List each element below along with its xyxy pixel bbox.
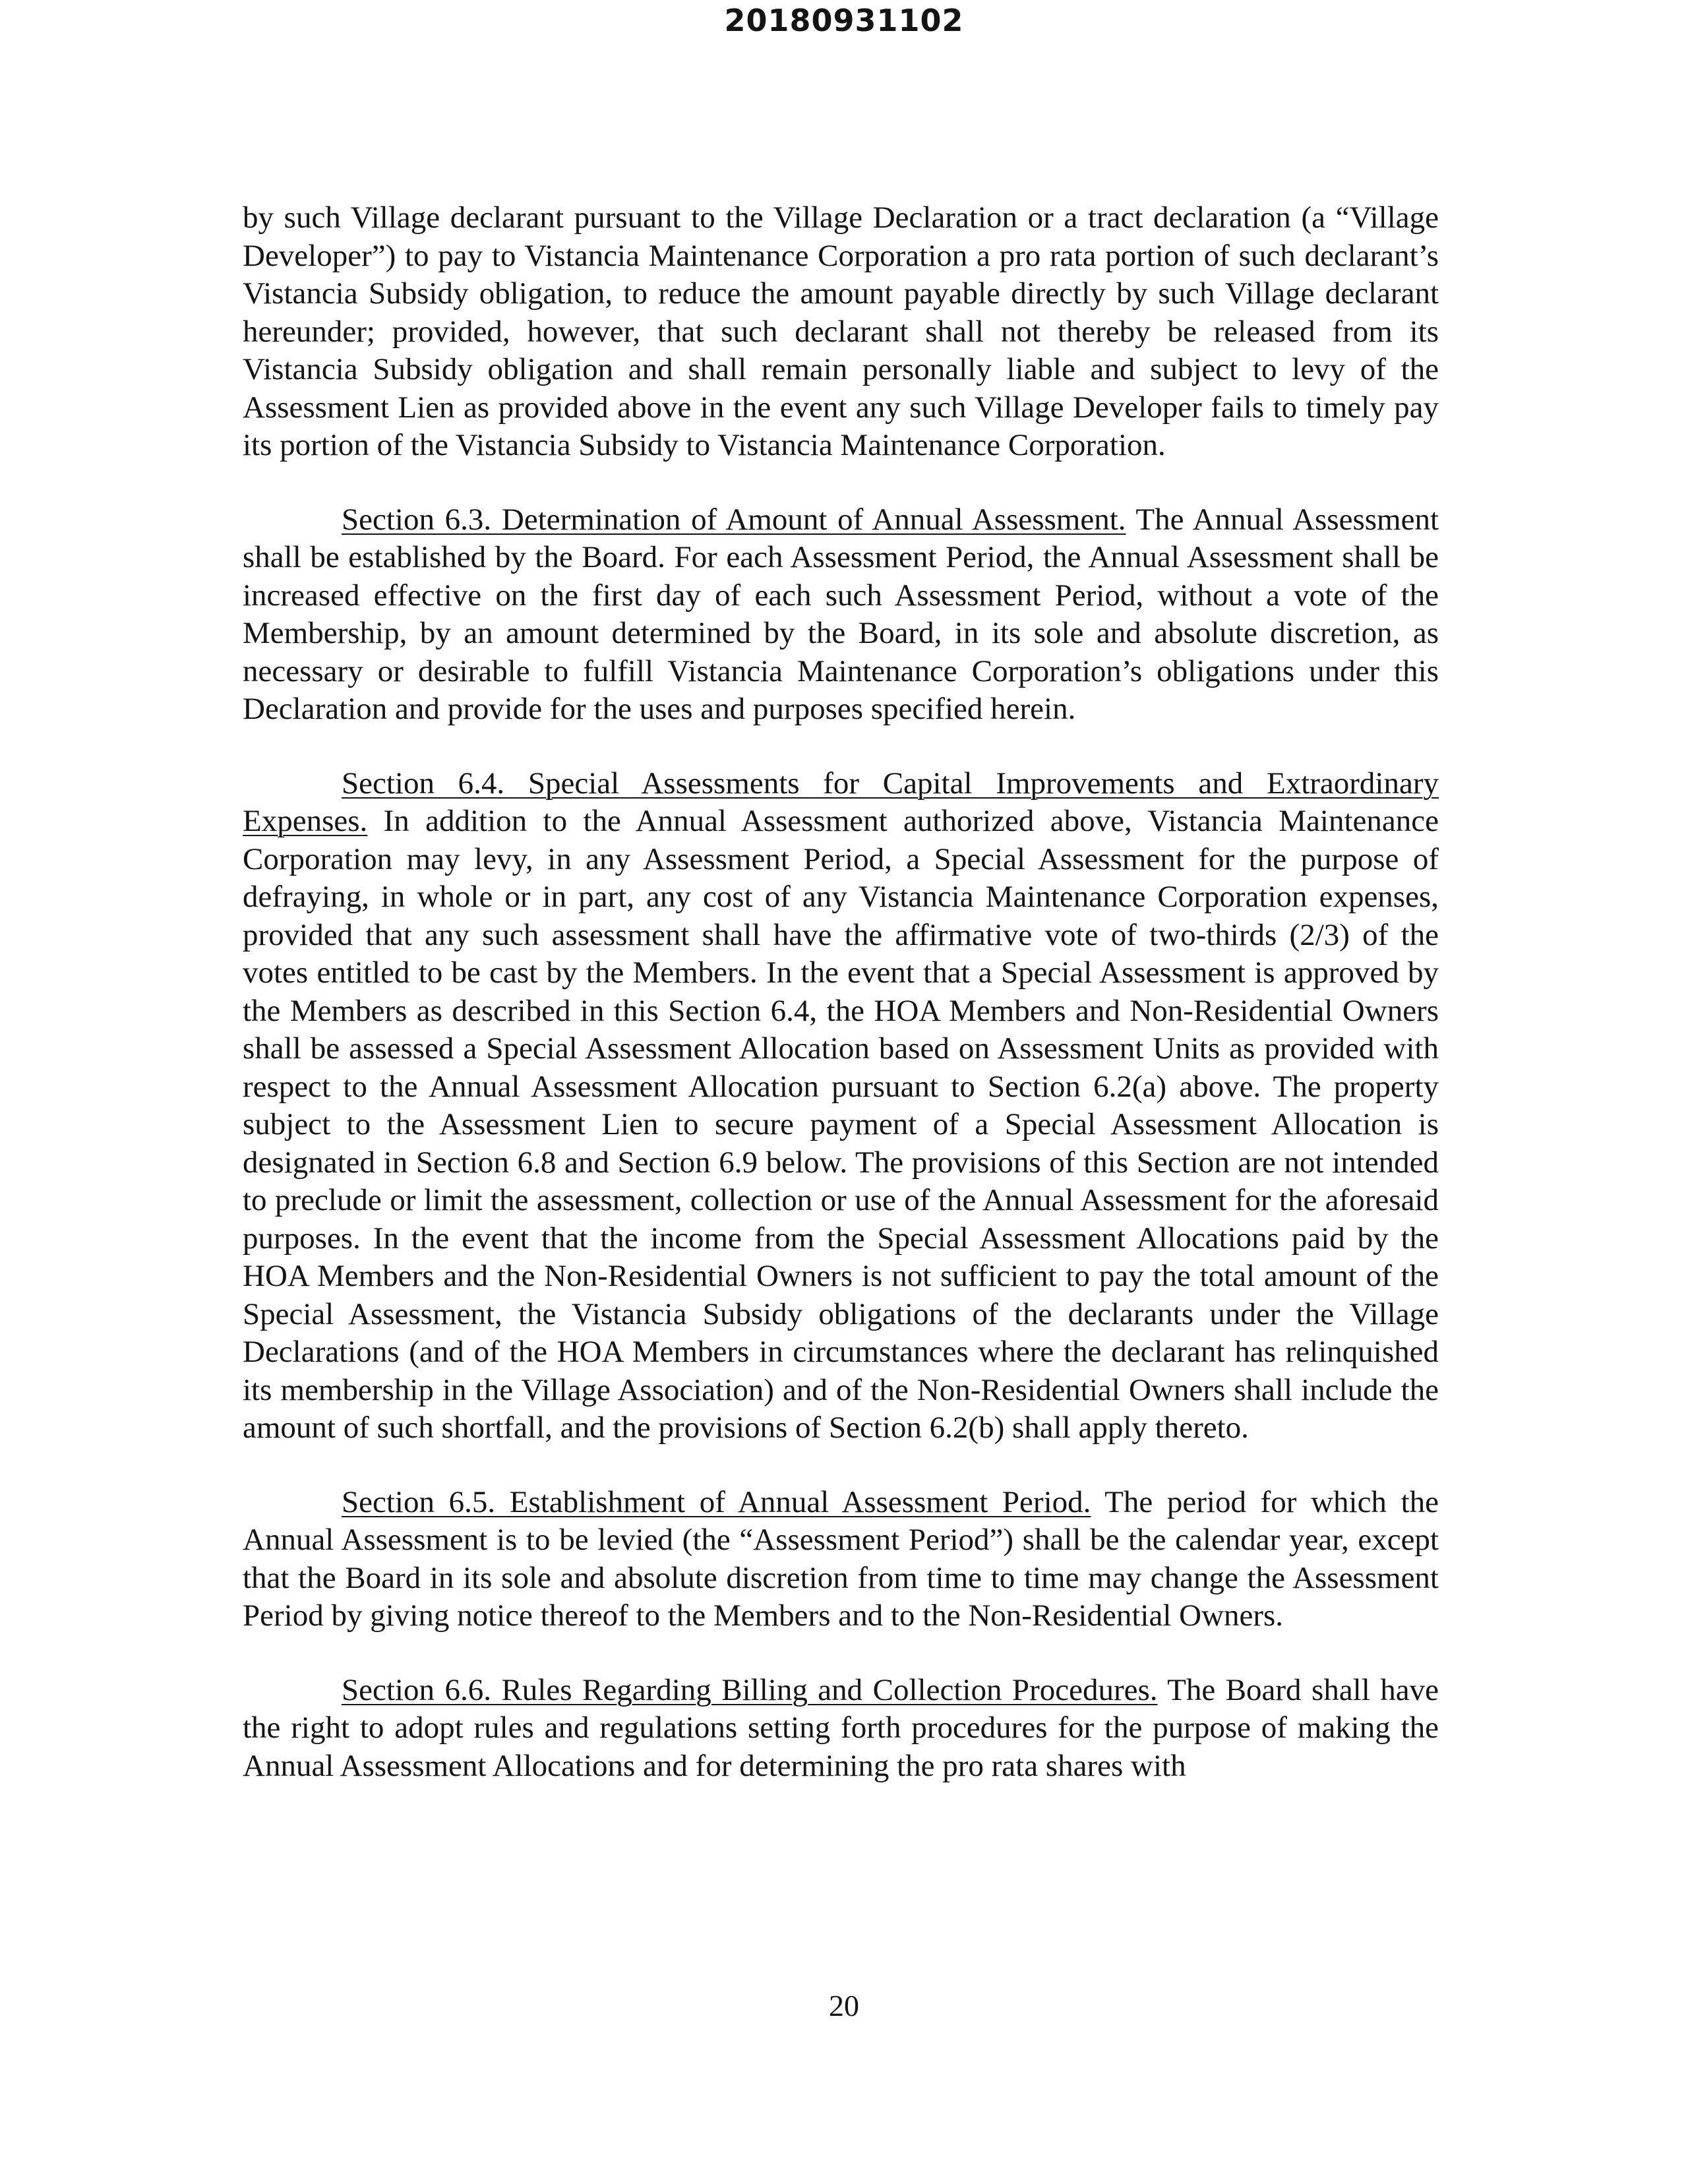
paragraph-text: by such Village declarant pursuant to the Village Declaration or a tract declaration (a “Village Developer”) to pay to Vistancia Maintenance Corporation a pro rata portion of such declarant’s Vistancia Subsidy obligation, to reduce the amount payable directly by such Village declarant hereunder; provided, however, that such declarant shall not thereby be released from its Vistancia Subsidy obligation and shall remain personally liable and subject to levy of the Assessment Lien as provided above in the event any such Village Developer fails to timely pay its portion of the Vistancia Subsidy to Vistancia Maintenance Corporation. xyxy=(243,200,1439,462)
section-6-6-heading: Section 6.6. Rules Regarding Billing and Collection Procedures. xyxy=(342,1672,1158,1707)
section-6-3-paragraph xyxy=(243,501,1439,729)
section-6-3-heading: Section 6.3. Determination of Amount of Annual Assessment. xyxy=(342,502,1126,537)
section-6-5-paragraph xyxy=(243,1484,1439,1635)
paragraph-continuation xyxy=(243,199,1439,465)
section-6-6-paragraph xyxy=(243,1672,1439,1786)
section-6-5-heading: Section 6.5. Establishment of Annual Assessment Period. xyxy=(342,1484,1091,1519)
section-6-4-heading: Section 6.4. Special Assessments for Capital Improvements and Extraordinary Expenses. xyxy=(243,766,1439,838)
page-number: 20 xyxy=(829,1989,859,2022)
section-6-3-text: The Annual Assessment shall be established by the Board. For each Assessment Period, the Annual Assessment shall be increased effective on the first day of each such Assessment Period, without a vote of the Membership, by an amount determined by the Board, in its sole and absolute discretion, as necessary or desirable to fulfill Vistancia Maintenance Corporation’s obligations under this Declaration and provide for the uses and purposes specified herein. xyxy=(243,502,1439,726)
section-6-4-text: In addition to the Annual Assessment authorized above, Vistancia Maintenance Corporation may levy, in any Assessment Period, a Special Assessment for the purpose of defraying, in whole or in part, any cost of any Vistancia Maintenance Corporation expenses, provided that any such assessment shall have the affirmative vote of two-thirds (2/3) of the votes entitled to be cast by the Members. In the event that a Special Assessment is approved by the Members as described in this Section 6.4, the HOA Members and Non-Residential Owners shall be assessed a Special Assessment Allocation based on Assessment Units as provided with respect to the Annual Assessment Allocation pursuant to Section 6.2(a) above. The property subject to the Assessment Lien to secure payment of a Special Assessment Allocation is designated in Section 6.8 and Section 6.9 below. The provisions of this Section are not intended to preclude or limit the assessment, collection or use of the Annual Assessment for the aforesaid purposes. In the event that the income from the Special Assessment Allocations paid by the HOA Members and the Non-Residential Owners is not sufficient to pay the total amount of the Special Assessment, the Vistancia Subsidy obligations of the declarants under the Village Declarations (and of the HOA Members in circumstances where the declarant has relinquished its membership in the Village Association) and of the Non-Residential Owners shall include the amount of such shortfall, and the provisions of Section 6.2(b) shall apply thereto. xyxy=(243,804,1439,1445)
document-body xyxy=(243,199,1439,1821)
section-6-5-text: The period for which the Annual Assessment is to be levied (the “Assessment Period”) shall be the calendar year, except that the Board in its sole and absolute discretion from time to time may change the Assessment Period by giving notice thereof to the Members and to the Non-Residential Owners. xyxy=(243,1484,1439,1633)
section-6-6-text: The Board shall have the right to adopt rules and regulations setting forth procedures for the purpose of making the Annual Assessment Allocations and for determining the pro rata shares with xyxy=(243,1672,1439,1783)
section-6-4-paragraph xyxy=(243,765,1439,1447)
document-number: 20180931102 xyxy=(724,3,964,38)
